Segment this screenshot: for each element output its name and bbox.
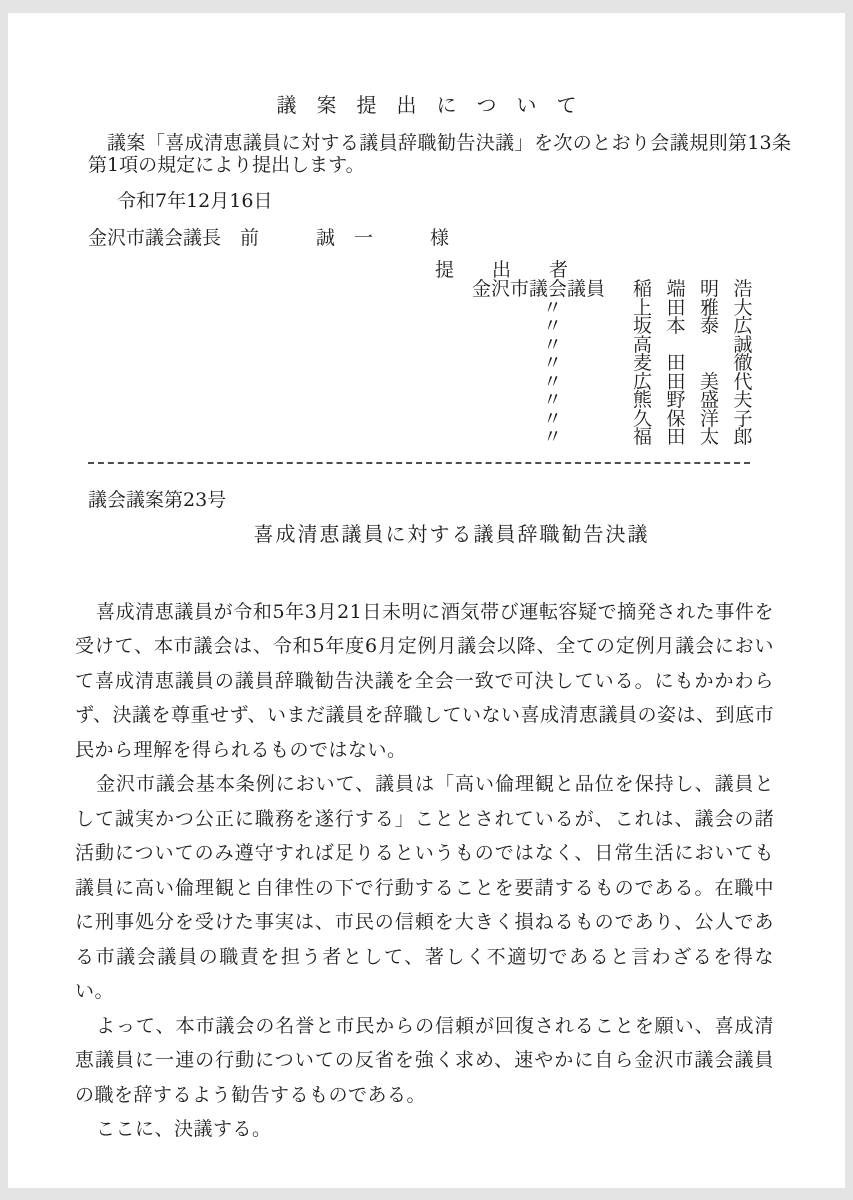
name-char: 洋 — [700, 407, 720, 430]
submitter-name — [633, 317, 767, 336]
name-char: 田 — [666, 370, 686, 393]
submitter-row — [472, 296, 845, 319]
addressee-line: 金沢市議会議長 前 誠 一 様 — [88, 227, 450, 249]
submitter-role: 〃 — [542, 407, 562, 430]
resolution-title: 喜成清恵議員に対する議員辞職勧告決議 — [253, 521, 650, 546]
submitter-role: 〃 — [542, 370, 562, 393]
name-char: 浩 — [733, 278, 753, 300]
submitter-name — [633, 280, 767, 299]
name-char: 子 — [733, 407, 753, 430]
submitter-name — [633, 428, 767, 447]
name-char: 雅 — [700, 296, 720, 319]
dashed-separator — [88, 462, 750, 464]
submitter-row — [472, 370, 845, 393]
name-char: 泰 — [700, 315, 720, 337]
submitter-role: 〃 — [542, 426, 562, 448]
name-char: 美 — [700, 370, 720, 393]
submitter-role: 〃 — [542, 315, 562, 337]
resolution-body — [8, 595, 774, 1147]
name-char: 田 — [666, 352, 686, 374]
document-title: 議 案 提 出 に つ い て — [276, 93, 577, 117]
name-char: 郎 — [733, 426, 753, 448]
document-page — [8, 13, 845, 1188]
name-char: 熊 — [633, 389, 653, 411]
name-char — [700, 336, 734, 355]
name-char: 高 — [633, 333, 653, 356]
submitter-name — [633, 354, 767, 373]
name-char: 麦 — [633, 352, 653, 374]
submitters-list — [472, 280, 845, 447]
submitter-role: 〃 — [542, 333, 562, 356]
name-char: 久 — [633, 407, 653, 430]
submission-intro-paragraph: 議案「喜成清恵議員に対する議員辞職勧告決議」を次のとおり会議規則第13条第1項の規定により提出します。 — [88, 132, 791, 176]
name-char: 上 — [633, 296, 653, 319]
name-char: 田 — [666, 426, 686, 448]
name-char: 本 — [666, 315, 686, 337]
name-char: 福 — [633, 426, 653, 448]
name-char: 広 — [633, 370, 653, 393]
date-line: 令和7年12月16日 — [117, 190, 273, 212]
submitter-row — [472, 391, 845, 410]
name-char: 野 — [666, 389, 686, 411]
submitter-row — [472, 354, 845, 373]
name-char: 端 — [666, 278, 686, 300]
submitter-role: 〃 — [542, 352, 562, 374]
submitter-role: 〃 — [542, 389, 562, 411]
submitter-row — [472, 333, 845, 356]
submitter-role: 〃 — [542, 296, 562, 319]
name-char: 田 — [666, 296, 686, 319]
resolution-paragraph: よって、本市議会の名誉と市民からの信頼が回復されることを願い、喜成清恵議員に一連の行動についての反省を強く求め、速やかに自ら金沢市議会議員の職を辞するよう勧告するものである。 — [75, 1014, 774, 1106]
name-char: 坂 — [633, 315, 653, 337]
submitter-role: 金沢市議会議員 — [472, 278, 606, 300]
name-char: 明 — [700, 278, 720, 300]
submitter-row — [472, 428, 845, 447]
submitters-block — [435, 261, 845, 447]
resolution-paragraph: 金沢市議会基本条例において、議員は「高い倫理観と品位を保持し、議員として誠実かつ公正に職務を遂行する」こととされているが、これは、議会の諸活動についてのみ遵守すれば足りるというものではなく、日常生活においても議員に高い倫理観と自律性の下で行動することを要請するものである。在職中に刑事処分を受けた事実は、市民の信頼を大きく損ねるものであり、公人である市議会議員の職責を担う者として、著しく不適切であると言わざるを得ない。 — [75, 773, 774, 1002]
name-char: 徹 — [733, 352, 753, 374]
name-char: 大 — [733, 296, 753, 319]
name-char — [700, 354, 734, 373]
name-char: 盛 — [700, 389, 720, 411]
name-char: 広 — [733, 315, 753, 337]
name-char: 代 — [733, 370, 753, 393]
name-char: 夫 — [733, 389, 753, 411]
name-char: 稲 — [633, 278, 653, 300]
bill-number: 議会議案第23号 — [88, 488, 227, 511]
name-char: 保 — [666, 407, 686, 430]
name-char: 誠 — [733, 333, 753, 356]
submitters-heading: 提 出 者 — [435, 259, 569, 281]
resolution-paragraph: 喜成清恵議員が令和5年3月21日未明に酒気帯び運転容疑で摘発された事件を受けて、本市議会は、令和5年度6月定例月議会以降、全ての定例月議会において喜成清恵議員の議員辞職勧告決議を全会一致で可決している。にもかかわらず、決議を尊重せず、いまだ議員を辞職していない喜成清恵議員の姿は、到底市民から理解を得られるものではない。 — [75, 600, 774, 761]
resolution-paragraph: ここに、決議する。 — [96, 1118, 272, 1140]
submitter-row — [472, 317, 845, 336]
cover-section — [8, 133, 845, 447]
submitter-row — [472, 407, 845, 430]
submitter-row — [472, 280, 845, 299]
name-char: 太 — [700, 426, 720, 448]
submitter-name — [633, 391, 767, 410]
